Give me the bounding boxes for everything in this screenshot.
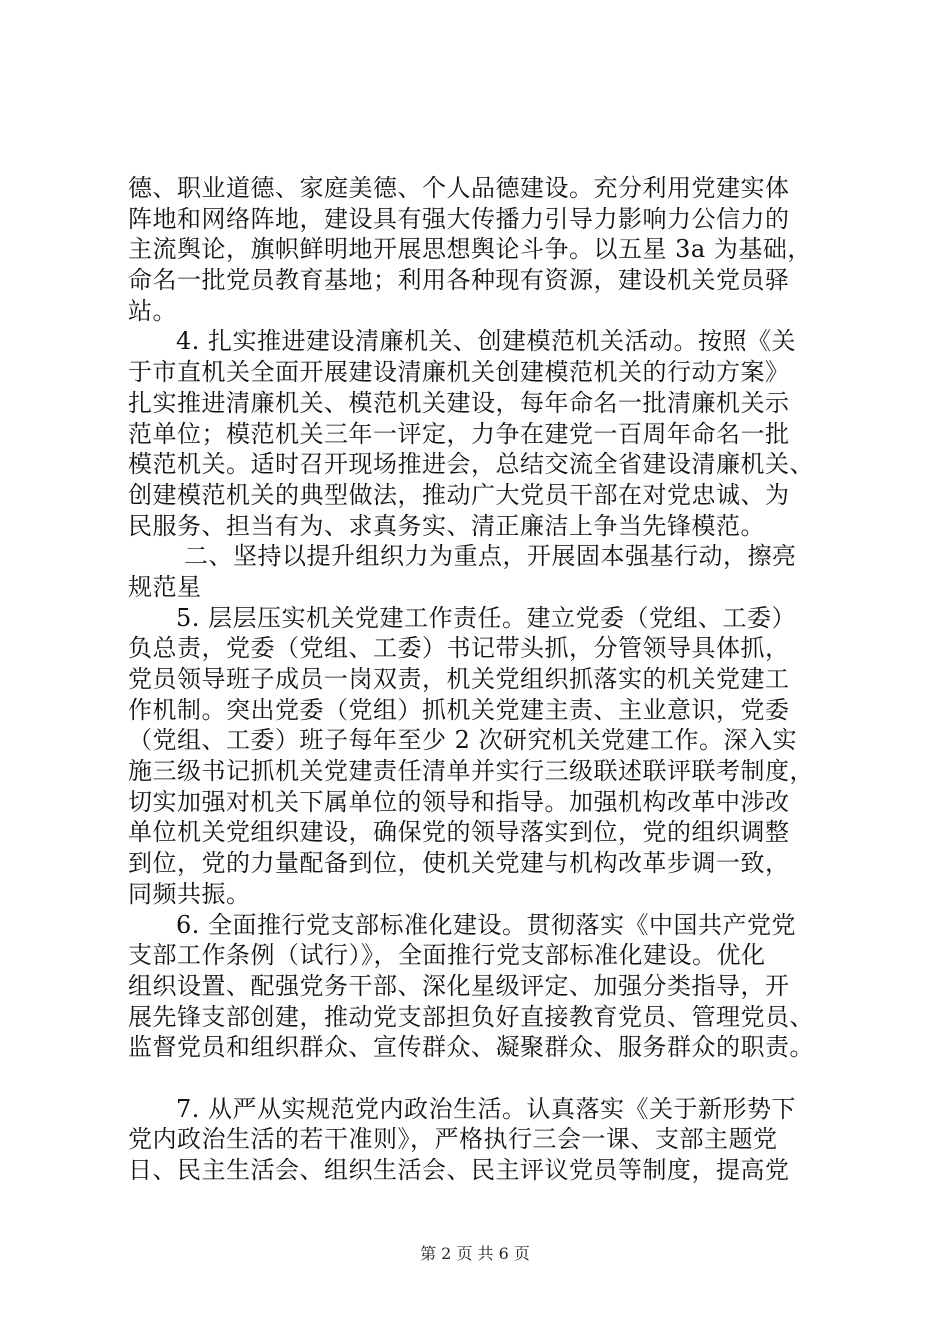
text-line: 施三级书记抓机关党建责任清单并实行三级联述联评联考制度， bbox=[128, 757, 814, 786]
text-line: 组织设置、配强党务干部、深化星级评定、加强分类指导，开 bbox=[128, 971, 790, 1000]
text-line: 于市直机关全面开展建设清廉机关创建模范机关的行动方案》 bbox=[128, 358, 790, 387]
page-number-label: 第 2 页 共 6 页 bbox=[420, 1244, 530, 1263]
text-line: 监督党员和组织群众、宣传群众、凝聚群众、服务群众的职责。 bbox=[128, 1033, 814, 1062]
document-body bbox=[128, 173, 828, 1186]
text-line: （党组、工委）班子每年至少 2 次研究机关党建工作。深入实 bbox=[128, 726, 798, 755]
section-heading-line: 二、坚持以提升组织力为重点，开展固本强基行动，擦亮 bbox=[184, 542, 797, 571]
item-7-heading-line: 7. 从严从实规范党内政治生活。认真落实《关于新形势下 bbox=[176, 1094, 797, 1123]
text-line: 负总责，党委（党组、工委）书记带头抓，分管领导具体抓， bbox=[128, 634, 790, 663]
text-line: 创建模范机关的典型做法，推动广大党员干部在对党忠诚、为 bbox=[128, 480, 790, 509]
text-line: 命名一批党员教育基地；利用各种现有资源，建设机关党员驿 bbox=[128, 266, 790, 295]
text-line: 到位，党的力量配备到位，使机关党建与机构改革步调一致， bbox=[128, 849, 790, 878]
text-line: 扎实推进清廉机关、模范机关建设，每年命名一批清廉机关示 bbox=[128, 388, 790, 417]
text-line: 党员领导班子成员一岗双责，机关党组织抓落实的机关党建工 bbox=[128, 665, 790, 693]
paragraph-gap bbox=[128, 1063, 828, 1094]
item-6-heading-line: 6. 全面推行党支部标准化建设。贯彻落实《中国共产党党 bbox=[176, 910, 797, 939]
text-line: 范单位；模范机关三年一评定，力争在建党一百周年命名一批 bbox=[128, 419, 790, 448]
section-heading-line: 规范星 bbox=[128, 572, 202, 601]
text-line: 作机制。突出党委（党组）抓机关党建主责、主业意识，党委 bbox=[128, 695, 790, 724]
page-footer bbox=[0, 1244, 950, 1264]
text-line: 单位机关党组织建设，确保党的领导落实到位，党的组织调整 bbox=[128, 818, 790, 847]
text-line: 切实加强对机关下属单位的领导和指导。加强机构改革中涉改 bbox=[128, 787, 790, 816]
text-line: 展先锋支部创建，推动党支部担负好直接教育党员、管理党员、 bbox=[128, 1002, 814, 1031]
item-4-heading-line: 4. 扎实推进建设清廉机关、创建模范机关活动。按照《关 bbox=[176, 327, 797, 356]
text-line: 主流舆论，旗帜鲜明地开展思想舆论斗争。以五星 3a 为基础， bbox=[128, 235, 812, 264]
text-line: 党内政治生活的若干准则》，严格执行三会一课、支部主题党 bbox=[128, 1125, 778, 1154]
text-line: 阵地和网络阵地，建设具有强大传播力引导力影响力公信力的 bbox=[128, 204, 790, 233]
text-line: 支部工作条例（试行）》，全面推行党支部标准化建设。优化 bbox=[128, 941, 766, 970]
text-line: 民服务、担当有为、求真务实、清正廉洁上争当先锋模范。 bbox=[128, 511, 765, 540]
item-5-heading-line: 5. 层层压实机关党建工作责任。建立党委（党组、工委） bbox=[176, 603, 797, 632]
text-line: 德、职业道德、家庭美德、个人品德建设。充分利用党建实体 bbox=[128, 174, 790, 202]
text-line: 模范机关。适时召开现场推进会，总结交流全省建设清廉机关、 bbox=[128, 450, 814, 479]
text-line: 站。 bbox=[128, 296, 177, 325]
text-line: 同频共振。 bbox=[128, 879, 251, 908]
text-line: 日、民主生活会、组织生活会、民主评议党员等制度，提高党 bbox=[128, 1156, 790, 1184]
